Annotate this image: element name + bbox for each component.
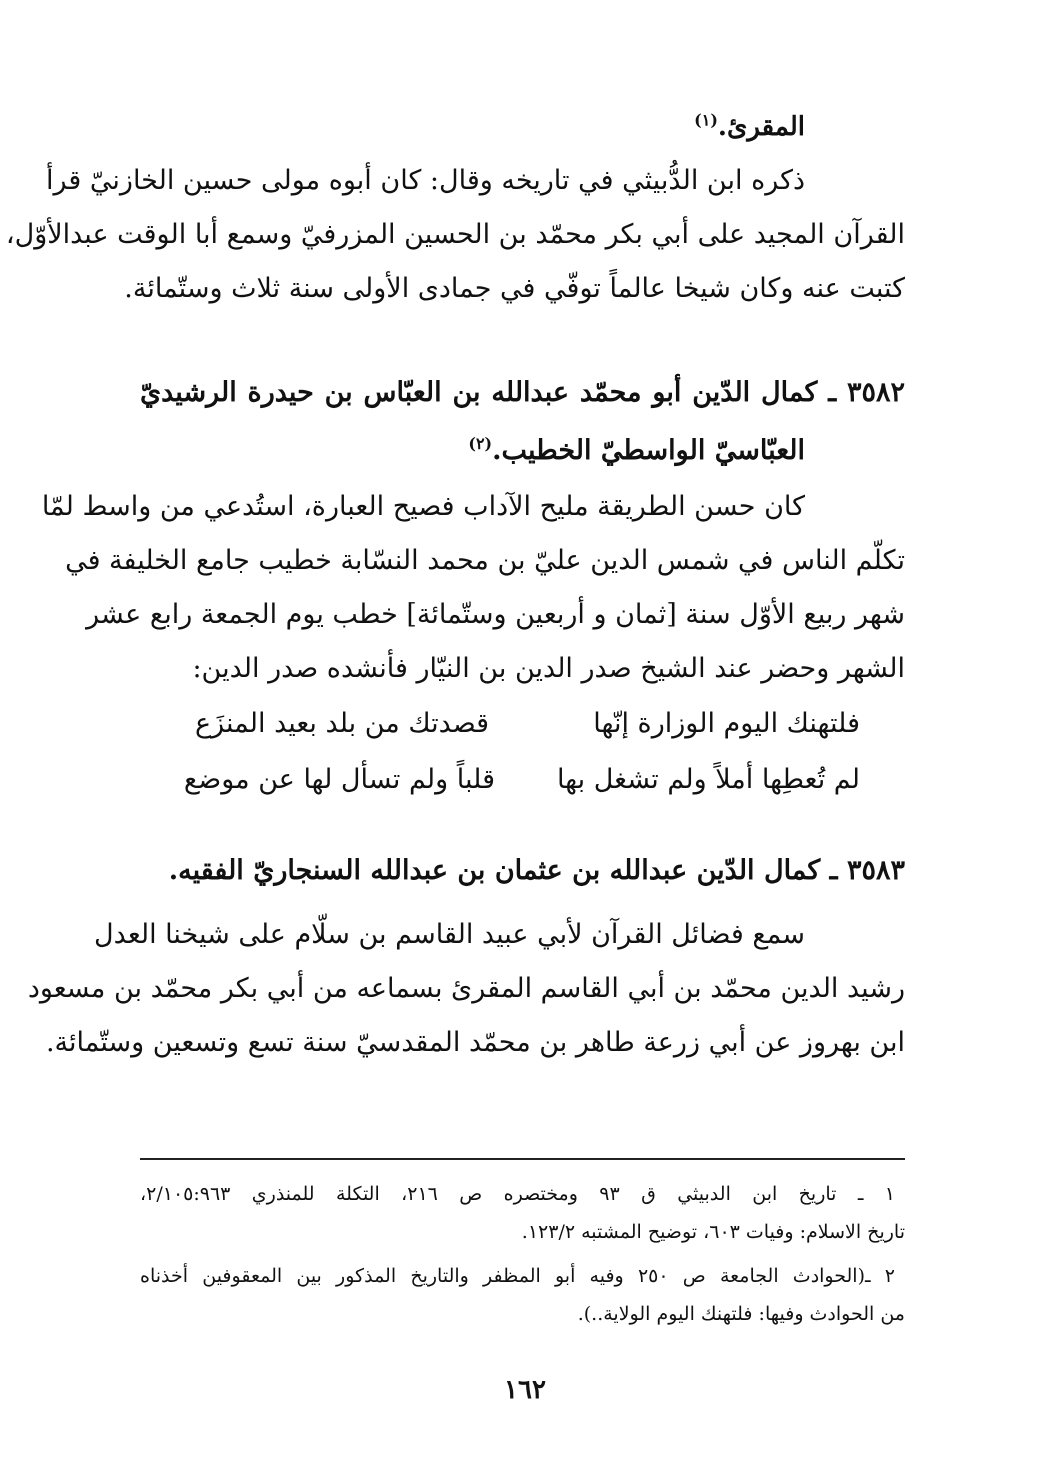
entry-3582-line-1: كان حسن الطريقة مليح الآداب فصيح العبارة، استُدعي من واسط لمّا: [41, 491, 805, 522]
verse-1-second-hemistich: قصدتك من بلد بعيد المنزَع: [195, 708, 490, 739]
verse-2-first-hemistich: لم تُعطِها أملاً ولم تشغل بها: [556, 764, 860, 795]
entry-3582-line-2: تكلّم الناس في شمس الدين عليّ بن محمد النسّابة خطيب جامع الخليفة في: [65, 545, 905, 576]
entry-3583-title: ٣٥٨٣ ـ كمال الدّين عبدالله بن عثمان بن عبدالله السنجاريّ الفقيه.: [168, 855, 905, 886]
main-text: [5, 100, 905, 1070]
verse-row-2: [140, 752, 905, 808]
intro-line-1: ذكره ابن الدُّبيثي في تاريخه وقال: كان أبوه مولى حسين الخازنيّ قرأ: [46, 165, 805, 196]
verse-row-1: [140, 696, 905, 752]
footnotes: [140, 1175, 905, 1333]
footnote-2-line-1: ٢ ـ(الحوادث الجامعة ص ٢٥٠ وفيه أبو المظفر والتاريخ المذكور بين المعقوفين أخذناه: [140, 1265, 895, 1287]
entry-3583-line-1: سمع فضائل القرآن لأبي عبيد القاسم بن سلّام على شيخنا العدل: [94, 919, 805, 950]
page-number: ١٦٢: [504, 1375, 546, 1405]
entry-3582-title-line-1: ٣٥٨٢ ـ كمال الدّين أبو محمّد عبدالله بن العبّاس بن حيدرة الرشيديّ: [140, 377, 905, 408]
verse-2-second-hemistich: قلباً ولم تسأل لها عن موضع: [183, 764, 495, 795]
intro-heading: [140, 100, 905, 154]
footnote-divider: [140, 1158, 905, 1160]
entry-3582-line-4: الشهر وحضر عند الشيخ صدر الدين بن النيّار فأنشده صدر الدين:: [192, 653, 905, 684]
footnote-1-line-2: تاريخ الاسلام: وفيات ٦٠٣، توضيح المشتبه ١٢٣/٢.: [521, 1221, 905, 1243]
entry-3582-line-3: شهر ربيع الأوّل سنة [ثمان و أربعين وستّمائة] خطب يوم الجمعة رابع عشر: [86, 599, 905, 630]
footnote-2-line-2: من الحوادث وفيها: فلتهنك اليوم الولاية..).: [577, 1303, 905, 1325]
footnote-marker-1: (١): [694, 110, 718, 130]
footnote-1-line-1: ١ ـ تاريخ ابن الدبيثي ق ٩٣ ومختصره ص ٢١٦، التكلة للمنذري ٢/١٠٥:٩٦٣،: [140, 1183, 895, 1205]
entry-3582-title-line-2-text: العبّاسيّ الواسطيّ الخطيب.: [492, 435, 805, 466]
intro-heading-text: المقرئ.: [717, 112, 805, 142]
entry-3583-line-2: رشيد الدين محمّد بن أبي القاسم المقرئ بسماعه من أبي بكر محمّد بن مسعود: [27, 973, 905, 1004]
entry-3582-title-line-2: [140, 422, 905, 480]
entry-3583-line-3: ابن بهروز عن أبي زرعة طاهر بن محمّد المقدسيّ سنة تسع وتسعين وستّمائة.: [45, 1027, 905, 1058]
footnote-marker-2: (٢): [468, 434, 493, 453]
intro-line-2: القرآن المجيد على أبي بكر محمّد بن الحسين المزرفيّ وسمع أبا الوقت عبدالأوّل،: [5, 219, 905, 250]
verse-1-first-hemistich: فلتهنك اليوم الوزارة إنّها: [593, 708, 860, 739]
intro-line-3: كتبت عنه وكان شيخا عالماً توفّي في جمادى الأولى سنة ثلاث وستّمائة.: [124, 273, 905, 304]
